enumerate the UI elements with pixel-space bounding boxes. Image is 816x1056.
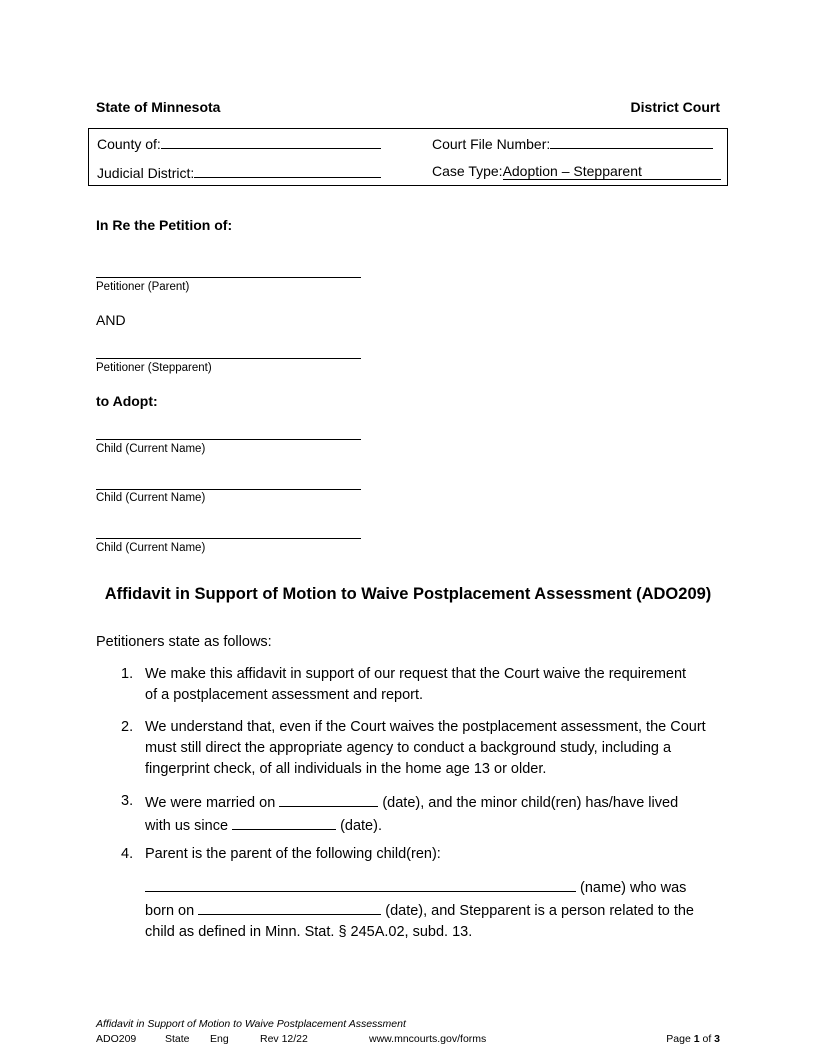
item-4-related-text: (date), and Stepparent is a person related to the — [381, 903, 694, 919]
item-3-lived-text: (date), and the minor child(ren) has/have lived — [378, 795, 679, 811]
birth-date-blank[interactable] — [198, 899, 381, 915]
item-1-line-2: of a postplacement assessment and report. — [145, 687, 424, 703]
petitioner-parent-line[interactable] — [96, 277, 361, 278]
item-3-married-label: We were married on — [145, 795, 276, 811]
item-4-born-line — [145, 899, 694, 922]
footer-lang: Eng — [210, 1033, 229, 1045]
in-re-heading: In Re the Petition of: — [96, 217, 233, 233]
intro-text: Petitioners state as follows: — [96, 634, 272, 650]
footer-code: ADO209 — [96, 1033, 137, 1045]
item-4-name-line — [145, 876, 694, 899]
case-type-label: Case Type: — [432, 163, 503, 179]
page-current: 1 — [693, 1033, 700, 1045]
item-4-number: 4. — [121, 846, 134, 862]
page-of: of — [699, 1033, 715, 1045]
state-heading: State of Minnesota — [96, 99, 221, 115]
item-4-line-1: Parent is the parent of the following child(ren): — [145, 846, 441, 862]
child-label-2: Child (Current Name) — [96, 492, 206, 504]
caption-box — [88, 128, 728, 186]
to-adopt-heading: to Adopt: — [96, 393, 158, 409]
item-1-number: 1. — [121, 666, 134, 682]
court-file-label: Court File Number: — [432, 136, 551, 152]
court-file-blank[interactable] — [550, 134, 713, 149]
married-date-blank[interactable] — [279, 791, 378, 807]
footer-page-number — [666, 1033, 720, 1045]
item-2-text — [145, 717, 706, 780]
child-line-2[interactable] — [96, 489, 361, 490]
and-label: AND — [96, 312, 126, 328]
court-file-field[interactable] — [432, 134, 713, 152]
footer-state: State — [165, 1033, 190, 1045]
district-field[interactable] — [97, 163, 381, 181]
petitioner-stepparent-label: Petitioner (Stepparent) — [96, 362, 212, 374]
case-type-value: Adoption – Stepparent — [503, 163, 721, 180]
child-line-3[interactable] — [96, 538, 361, 539]
item-2-line-3: fingerprint check, of all individuals in the home age 13 or older. — [145, 761, 547, 777]
county-blank[interactable] — [161, 134, 381, 149]
document-title: Affidavit in Support of Motion to Waive Postplacement Assessment (ADO209) — [104, 585, 712, 603]
item-2-number: 2. — [121, 719, 134, 735]
petitioner-parent-label: Petitioner (Parent) — [96, 281, 190, 293]
child-label-1: Child (Current Name) — [96, 443, 206, 455]
item-1-text — [145, 664, 686, 706]
item-4-born-label: born on — [145, 903, 195, 919]
item-3-since-label: with us since — [145, 818, 229, 834]
child-name-blank[interactable] — [145, 876, 576, 892]
item-3-text — [145, 791, 678, 837]
footer-form-title: Affidavit in Support of Motion to Waive Postplacement Assessment — [96, 1018, 406, 1030]
item-4-name-label: (name) who was — [576, 880, 687, 896]
case-type-field — [432, 163, 721, 180]
page-total: 3 — [714, 1033, 720, 1045]
item-4-statute-line: child as defined in Minn. Stat. § 245A.02, subd. 13. — [145, 924, 473, 940]
item-3-line-2 — [145, 814, 678, 837]
item-4-text — [145, 876, 694, 943]
since-date-blank[interactable] — [232, 814, 336, 830]
page-prefix: Page — [666, 1033, 694, 1045]
item-2-line-2: must still direct the appropriate agency to conduct a background study, including a — [145, 740, 672, 756]
item-3-line-1 — [145, 791, 678, 814]
district-blank[interactable] — [194, 163, 381, 178]
petitioner-stepparent-line[interactable] — [96, 358, 361, 359]
district-label: Judicial District: — [97, 165, 195, 181]
item-2-line-1: We understand that, even if the Court waives the postplacement assessment, the Court — [145, 719, 706, 735]
footer-info — [96, 1033, 720, 1047]
child-label-3: Child (Current Name) — [96, 542, 206, 554]
child-line-1[interactable] — [96, 439, 361, 440]
court-heading: District Court — [630, 99, 720, 115]
county-field[interactable] — [97, 134, 381, 152]
county-label: County of: — [97, 136, 161, 152]
footer-rev: Rev 12/22 — [260, 1033, 308, 1045]
item-3-number: 3. — [121, 793, 134, 809]
footer-url: www.mncourts.gov/forms — [369, 1033, 487, 1045]
item-1-line-1: We make this affidavit in support of our request that the Court waive the requirement — [145, 666, 687, 682]
item-3-date-label: (date). — [336, 818, 382, 834]
